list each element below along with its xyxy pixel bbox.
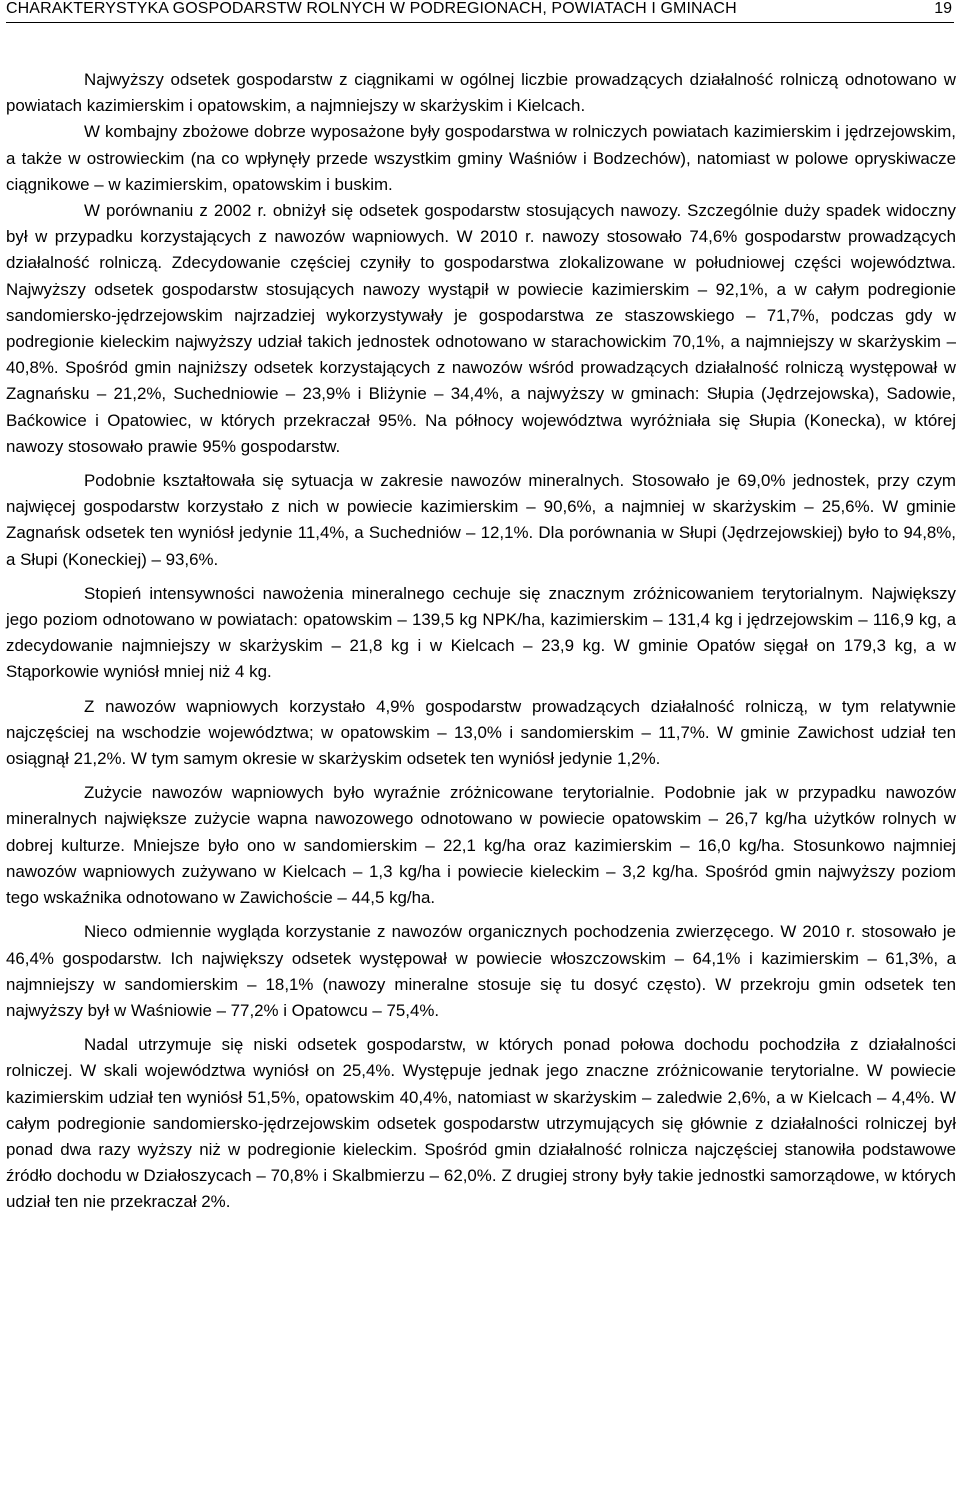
body-text <box>6 67 956 1216</box>
paragraph: Z nawozów wapniowych korzystało 4,9% gospodarstw prowadzących działalność rolniczą, w tym relatywnie najczęściej na wschodzie województwa; w opatowskim – 13,0% i sandomierskim – 11,7%. W gminie Zawichost udział ten osiągnął 21,2%. W tym samym okresie w skarżyskim odsetek ten wyniósł jedynie 1,2%. <box>6 696 956 769</box>
paragraph: Nadal utrzymuje się niski odsetek gospodarstw, w których ponad połowa dochodu pochodziła z działalności rolniczej. W skali województwa wyniósł on 25,4%. Występuje jednak jego znaczne zróżnicowanie terytorialne. W powiecie kazimierskim udział ten wyniósł 51,5%, opatowskim 40,4%, natomiast w skarżyskim – zaledwie 2,6%, a w Kielcach – 4,4%. W całym podregionie sandomiersko-jędrzejowskim odsetek gospodarstw utrzymujących się głównie z działalności rolniczej był ponad dwa razy wyższy niż w podregionie kieleckim. Spośród gmin działalność rolnicza najczęściej stanowiła podstawowe źródło dochodu w Działoszycach – 70,8% i Skalbmierzu – 62,0%. Z drugiej strony były takie jednostki samorządowe, w których udział ten nie przekraczał 2%. <box>6 1035 956 1212</box>
paragraph: W porównaniu z 2002 r. obniżył się odsetek gospodarstw stosujących nawozy. Szczególnie duży spadek widoczny był w przypadku korzystających z nawozów wapniowych. W 2010 r. nawozy stosowało 74,6% gospodarstw prowadzących działalność rolniczą. Zdecydowanie częściej czyniły to gospodarstwa zlokalizowane w południowej części województwa. Najwyższy odsetek gospodarstw stosujących nawozy wystąpił w powiecie kazimierskim – 92,1%, a w całym podregionie sandomiersko-jędrzejowskim najrzadziej wykorzystywały je gospodarstwa ze staszowskiego – 71,7%, podczas gdy w podregionie kieleckim najwyższy udział takich jednostek odnotowano w starachowickim 70,1%, a najmniejszy w skarżyskim – 40,8%. Spośród gmin najniższy odsetek korzystających z nawozów wśród prowadzących działalność rolniczą występował w Zagnańsku – 21,2%, Suchedniowie – 23,9% i Bliżynie – 34,4%, a najwyższy w gminach: Słupia (Jędrzejowska), Sadowie, Baćkowice i Opatowiec, w których przekraczał 95%. Na północy województwa wyróżniała się Słupia (Konecka), w której nawozy stosowało prawie 95% gospodarstw. <box>6 201 956 456</box>
paragraph: Podobnie kształtowała się sytuacja w zakresie nawozów mineralnych. Stosowało je 69,0% jednostek, przy czym najwięcej gospodarstw korzystało z nich w powiecie kazimierskim – 90,6%, a najmniej w skarżyskim – 25,6%. W gminie Zagnańsk odsetek ten wyniósł jedynie 11,4%, a Suchedniów – 12,1%. Dla porównania w Słupi (Jędrzejowskiej) było to 94,8%, a Słupi (Koneckiej) – 93,6%. <box>6 471 956 569</box>
running-header <box>6 0 954 23</box>
paragraph: Zużycie nawozów wapniowych było wyraźnie zróżnicowane terytorialnie. Podobnie jak w przypadku nawozów mineralnych największe zużycie wapna nawozowego odnotowano w powiecie opatowskim – 26,7 kg/ha użytków rolnych w dobrej kulturze. Mniejsze było ono w sandomierskim – 22,1 kg/ha oraz kazimierskim – 16,0 kg/ha. Stosunkowo najmniej nawozów wapniowych zużywano w Kielcach – 1,3 kg/ha i powiecie kieleckim – 3,2 kg/ha. Spośród gmin najwyższy poziom tego wskaźnika odnotowano w Zawichoście – 44,5 kg/ha. <box>6 783 956 908</box>
running-header-title: CHARAKTERYSTYKA GOSPODARSTW ROLNYCH W PODREGIONACH, POWIATACH I GMINACH <box>6 0 737 17</box>
paragraph: Nieco odmiennie wygląda korzystanie z nawozów organicznych pochodzenia zwierzęcego. W 2010 r. stosowało je 46,4% gospodarstw. Ich największy odsetek występował w powiecie włoszczowskim – 64,1% i kazimierskim – 61,3%, a najmniejszy w sandomierskim – 18,1% (nawozy mineralne stosuje się tu dosyć często). W przekroju gmin odsetek ten najwyższy był w Waśniowie – 77,2% i Opatowcu – 75,4%. <box>6 922 956 1020</box>
page-number: 19 <box>934 0 952 17</box>
paragraph: Stopień intensywności nawożenia mineralnego cechuje się znacznym zróżnicowaniem terytorialnym. Największy jego poziom odnotowano w powiatach: opatowskim – 139,5 kg NPK/ha, kazimierskim – 131,4 kg i jędrzejowskim – 116,9 kg, a zdecydowanie najmniejszy w skarżyskim – 21,8 kg i w Kielcach – 23,9 kg. W gminie Opatów sięgał on 179,3 kg, a w Stąporkowie wyniósł mniej niż 4 kg. <box>6 583 956 682</box>
paragraph: W kombajny zbożowe dobrze wyposażone były gospodarstwa w rolniczych powiatach kazimierskim i jędrzejowskim, a także w ostrowieckim (na co wpłynęły przede wszystkim gminy Waśniów i Bodzechów), natomiast w polowe opryskiwacze ciągnikowe – w kazimierskim, opatowskim i buskim. <box>6 122 956 194</box>
paragraph: Najwyższy odsetek gospodarstw z ciągnikami w ogólnej liczbie prowadzących działalność rolniczą odnotowano w powiatach kazimierskim i opatowskim, a najmniejszy w skarżyskim i Kielcach. <box>6 70 956 116</box>
